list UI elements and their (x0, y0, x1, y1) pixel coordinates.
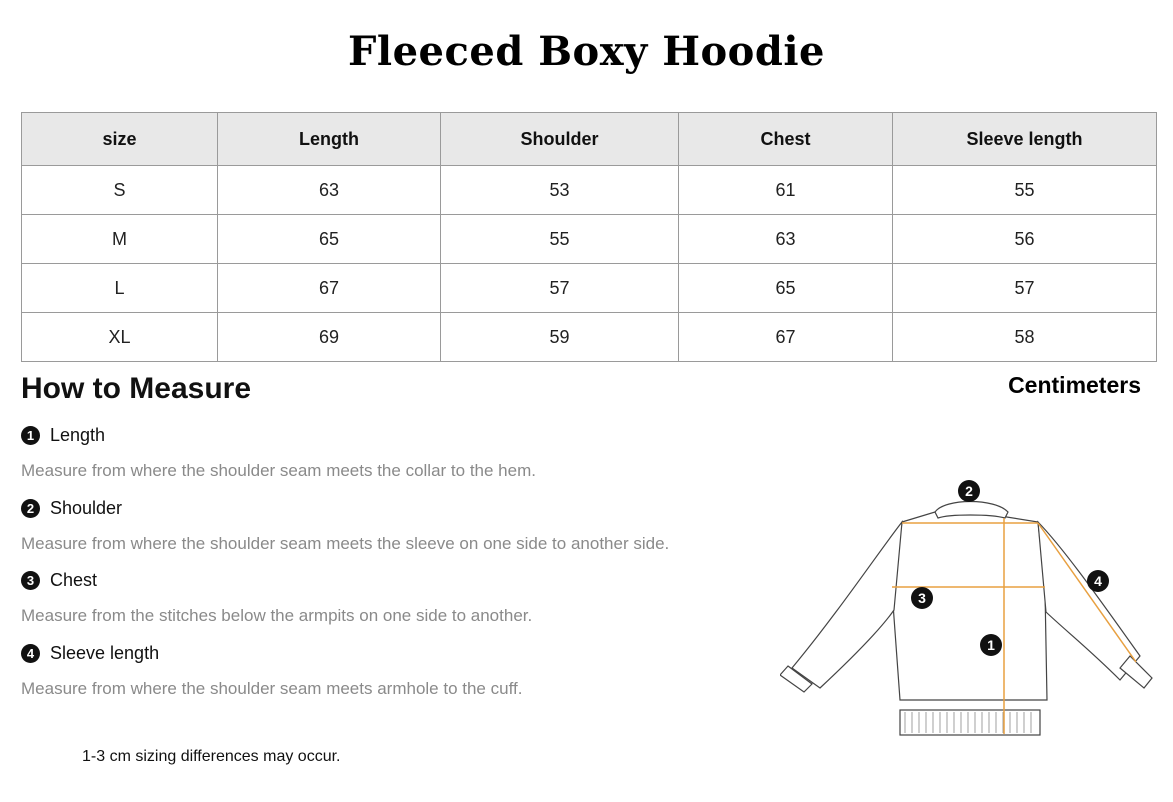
cell-shoulder: 59 (441, 313, 679, 362)
step-title: Sleeve length (50, 643, 160, 663)
how-to-measure-heading: How to Measure (21, 372, 252, 405)
hoodie-measurement-diagram (780, 470, 1160, 745)
header-chest: Chest (679, 113, 893, 166)
cell-shoulder: 57 (441, 264, 679, 313)
table-header-row (22, 113, 1157, 166)
cell-chest: 67 (679, 313, 893, 362)
cell-size: S (22, 166, 218, 215)
cell-length: 65 (218, 215, 441, 264)
units-label: Centimeters (1008, 372, 1141, 398)
table-row (22, 264, 1157, 313)
step-description: Measure from where the shoulder seam meets armhole to the cuff. (21, 679, 523, 698)
cell-chest: 65 (679, 264, 893, 313)
marker-label: 2 (965, 483, 973, 499)
step-chest (21, 570, 97, 591)
header-length: Length (218, 113, 441, 166)
cell-shoulder: 53 (441, 166, 679, 215)
cell-chest: 61 (679, 166, 893, 215)
header-shoulder: Shoulder (441, 113, 679, 166)
header-size: size (22, 113, 218, 166)
number-badge-icon: 4 (21, 644, 40, 663)
marker-4 (1087, 570, 1109, 592)
table-row (22, 313, 1157, 362)
cell-sleeve-length: 56 (893, 215, 1157, 264)
step-shoulder (21, 498, 122, 519)
step-length (21, 425, 105, 446)
cell-chest: 63 (679, 215, 893, 264)
step-title: Length (50, 425, 106, 445)
sizing-note: 1-3 cm sizing differences may occur. (82, 748, 341, 765)
marker-1 (980, 634, 1002, 656)
cell-size: XL (22, 313, 218, 362)
cell-sleeve-length: 55 (893, 166, 1157, 215)
marker-label: 4 (1094, 573, 1102, 589)
page-title: Fleeced Boxy Hoodie (348, 28, 825, 75)
marker-label: 1 (987, 637, 995, 653)
cell-sleeve-length: 58 (893, 313, 1157, 362)
step-sleeve-length (21, 643, 159, 664)
step-description: Measure from where the shoulder seam meets the collar to the hem. (21, 461, 536, 480)
cell-length: 69 (218, 313, 441, 362)
marker-3 (911, 587, 933, 609)
cell-sleeve-length: 57 (893, 264, 1157, 313)
cell-size: L (22, 264, 218, 313)
size-table (21, 112, 1157, 362)
header-sleeve-length: Sleeve length (893, 113, 1157, 166)
number-badge-icon: 2 (21, 499, 40, 518)
table-row (22, 166, 1157, 215)
cell-size: M (22, 215, 218, 264)
marker-label: 3 (918, 590, 926, 606)
cell-length: 67 (218, 264, 441, 313)
number-badge-icon: 1 (21, 426, 40, 445)
cell-shoulder: 55 (441, 215, 679, 264)
step-title: Chest (50, 570, 98, 590)
step-title: Shoulder (50, 498, 123, 518)
table-row (22, 215, 1157, 264)
step-description: Measure from where the shoulder seam meets the sleeve on one side to another side. (21, 534, 670, 553)
marker-2 (958, 480, 980, 502)
cell-length: 63 (218, 166, 441, 215)
step-description: Measure from the stitches below the armpits on one side to another. (21, 606, 533, 625)
number-badge-icon: 3 (21, 571, 40, 590)
hoodie-outline (780, 502, 1152, 736)
